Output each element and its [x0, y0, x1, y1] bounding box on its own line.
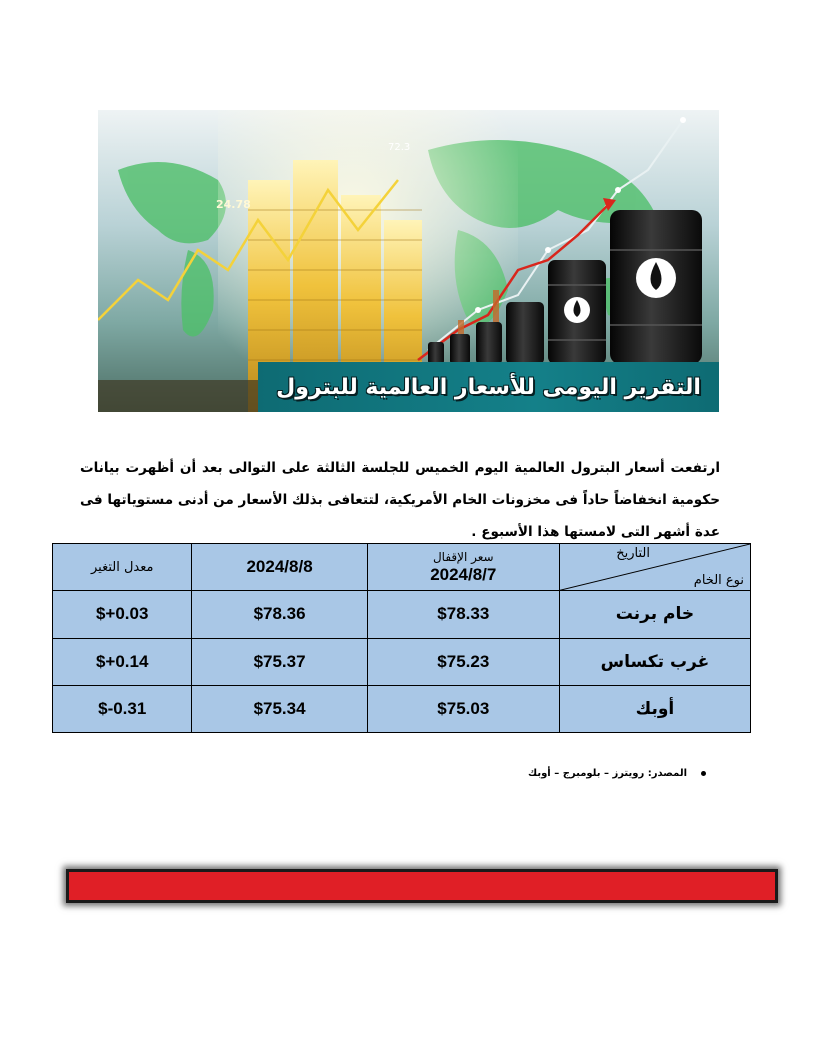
- source-text: المصدر: رويترز – بلومبرج – أوبك: [528, 768, 687, 779]
- corner-label-date: التاريخ: [616, 546, 650, 561]
- header-change-cell: [53, 544, 192, 591]
- corner-label-type: نوع الخام: [693, 573, 744, 589]
- change-cell: [53, 685, 192, 732]
- price-date1-cell: [367, 638, 559, 685]
- crude-name-cell: أوبك: [559, 685, 750, 732]
- crude-name-cell: غرب تكساس: [559, 638, 750, 685]
- change-value: $+0.03: [95, 604, 149, 624]
- header-date1-cell: [367, 544, 559, 591]
- footer-red-bar: [66, 869, 778, 903]
- price-value: $75.34: [253, 698, 306, 718]
- table-row: [53, 685, 751, 732]
- header-banner: [98, 110, 719, 412]
- price-date1-cell: [367, 685, 559, 732]
- crude-name-cell: خام برنت: [559, 591, 750, 638]
- change-value: $-0.31: [98, 698, 147, 718]
- table-header-row: [53, 544, 751, 591]
- header-date2-cell: [192, 544, 367, 591]
- price-value: $75.37: [253, 651, 306, 671]
- oil-prices-table: [52, 543, 751, 733]
- banner-title-plate: [258, 362, 719, 412]
- ticker-label-b: 72.3: [388, 142, 411, 153]
- header-date2: 2024/8/8: [246, 557, 313, 577]
- corner-header-cell: [559, 544, 750, 591]
- price-date2-cell: [192, 685, 367, 732]
- change-cell: [53, 638, 192, 685]
- table-row: [53, 591, 751, 638]
- price-date1-cell: [367, 591, 559, 638]
- price-date2-cell: [192, 591, 367, 638]
- change-cell: [53, 591, 192, 638]
- table-row: [53, 638, 751, 685]
- price-value: $75.03: [437, 698, 490, 718]
- source-line: [528, 768, 706, 779]
- change-label: معدل التغير: [90, 559, 154, 575]
- closing-price-label: سعر الإقفال: [432, 549, 494, 564]
- banner-title: التقرير اليومى للأسعار العالمية للبترول: [276, 374, 701, 400]
- price-value: $78.36: [253, 604, 306, 624]
- ticker-label-a: 24.78: [216, 198, 251, 211]
- intro-paragraph: ارتفعت أسعار البترول العالمية اليوم الخميس للجلسة الثالثة على التوالى بعد أن أظهرت بيانات حكومية انخفاضاً حاداً فى مخزونات الخام الأمريكية، لتتعافى بذلك الأسعار من أدنى مستوياتها فى عدة أشهر التى لامستها هذا الأسبوع .: [80, 459, 720, 540]
- price-value: $78.33: [437, 604, 490, 624]
- price-value: $75.23: [437, 651, 490, 671]
- price-date2-cell: [192, 638, 367, 685]
- change-value: $+0.14: [95, 651, 149, 671]
- bullet-icon: [701, 771, 706, 776]
- header-date1: 2024/8/7: [430, 564, 497, 584]
